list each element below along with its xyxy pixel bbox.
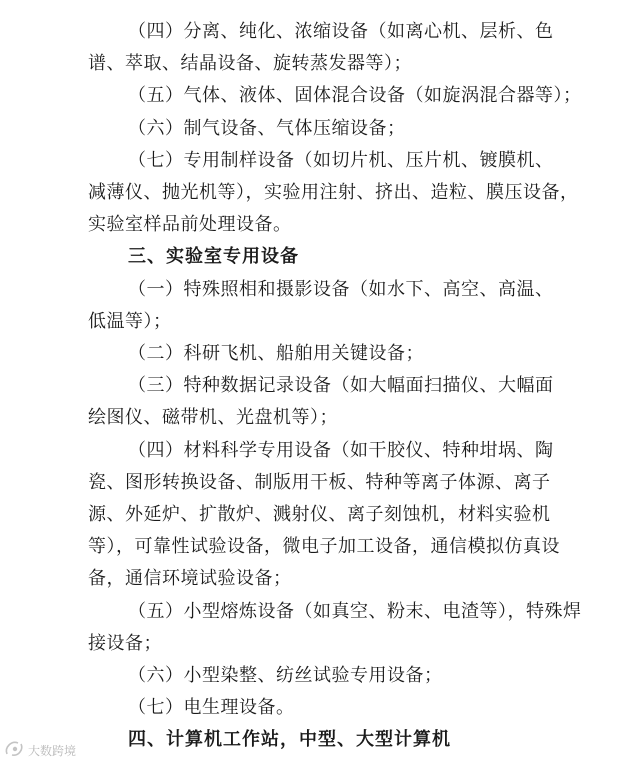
- text-line: （一）特殊照相和摄影设备（如水下、高空、高温、: [128, 279, 554, 300]
- text-line: 瓷、图形转换设备、制版用干板、特种等离子体源、离子: [88, 472, 551, 493]
- text-line: 接设备；: [88, 633, 162, 654]
- text-line: （二）科研飞机、船舶用关键设备；: [128, 343, 424, 364]
- text-line: （四）分离、纯化、浓缩设备（如离心机、层析、色: [128, 21, 554, 42]
- text-line: （三）特种数据记录设备（如大幅面扫描仪、大幅面: [128, 375, 554, 396]
- watermark-text: 大数跨境: [28, 743, 77, 758]
- section-heading: 四、计算机工作站，中型、大型计算机: [128, 729, 451, 750]
- text-line: （七）电生理设备。: [128, 697, 295, 718]
- text-line: （五）小型熔炼设备（如真空、粉末、电渣等），特殊焊: [128, 601, 582, 622]
- text-line: （六）小型染整、纺丝试验专用设备；: [128, 665, 443, 686]
- text-line: （六）制气设备、气体压缩设备；: [128, 118, 406, 139]
- watermark: [4, 738, 76, 762]
- text-line: （四）材料科学专用设备（如干胶仪、特种坩埚、陶: [128, 440, 554, 461]
- text-line: （五）气体、液体、固体混合设备（如旋涡混合器等）；: [128, 85, 582, 106]
- text-line: 减薄仪、抛光机等），实验用注射、挤出、造粒、膜压设备，: [88, 182, 579, 203]
- text-line: （七）专用制样设备（如切片机、压片机、镀膜机、: [128, 150, 554, 171]
- text-line: 源、外延炉、扩散炉、溅射仪、离子刻蚀机，材料实验机: [88, 504, 551, 525]
- text-line: 实验室样品前处理设备。: [88, 214, 292, 235]
- section-heading: 三、实验室专用设备: [128, 246, 299, 267]
- text-line: 备，通信环境试验设备；: [88, 568, 292, 589]
- text-line: 等），可靠性试验设备，微电子加工设备，通信模拟仿真设: [88, 536, 560, 557]
- text-line: 绘图仪、磁带机、光盘机等）；: [88, 407, 338, 428]
- text-line: 低温等）；: [88, 311, 172, 332]
- text-line: 谱、萃取、结晶设备、旋转蒸发器等）；: [88, 53, 412, 74]
- logo-icon: [4, 740, 26, 761]
